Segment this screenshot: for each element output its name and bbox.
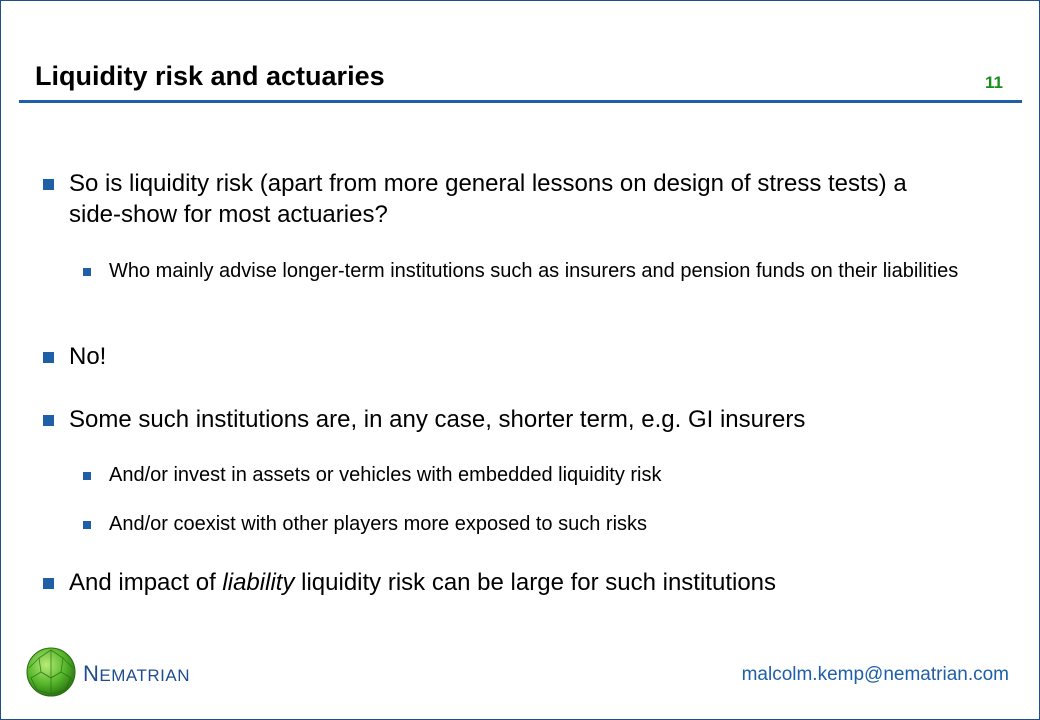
bullet-text-emphasis: liability	[222, 569, 295, 596]
bullet-text-before: And impact of	[69, 569, 223, 596]
brand-initial: N	[83, 661, 100, 686]
square-bullet-icon	[43, 352, 54, 363]
slide-title: Liquidity risk and actuaries	[35, 61, 385, 91]
title-divider	[19, 100, 1022, 103]
bullet-text: So is liquidity risk (apart from more general lessons on design of stress tests) a side-show for most actuaries?	[69, 170, 907, 228]
footer-email: malcolm.kemp@nematrian.com	[741, 664, 1009, 685]
bullet-text: Some such institutions are, in any case, shorter term, e.g. GI insurers	[69, 406, 806, 433]
square-bullet-icon	[83, 268, 91, 276]
bullet-text: No!	[69, 343, 107, 370]
brand-rest: EMATRIAN	[99, 666, 190, 685]
brand-name	[83, 661, 190, 687]
sub-bullet-text: And/or invest in assets or vehicles with embedded liquidity risk	[109, 464, 662, 486]
nematrian-logo-icon	[25, 646, 77, 698]
sub-bullet-text: Who mainly advise longer-term institutions such as insurers and pension funds on their liabilities	[109, 260, 959, 282]
square-bullet-icon	[83, 521, 91, 529]
square-bullet-icon	[43, 179, 54, 190]
square-bullet-icon	[43, 415, 54, 426]
bullet-text-after: liquidity risk can be large for such institutions	[294, 569, 777, 596]
page-number: 11	[985, 73, 1003, 92]
square-bullet-icon	[43, 578, 54, 589]
square-bullet-icon	[83, 472, 91, 480]
sub-bullet-text: And/or coexist with other players more exposed to such risks	[109, 513, 648, 535]
bullet-text	[69, 567, 949, 598]
